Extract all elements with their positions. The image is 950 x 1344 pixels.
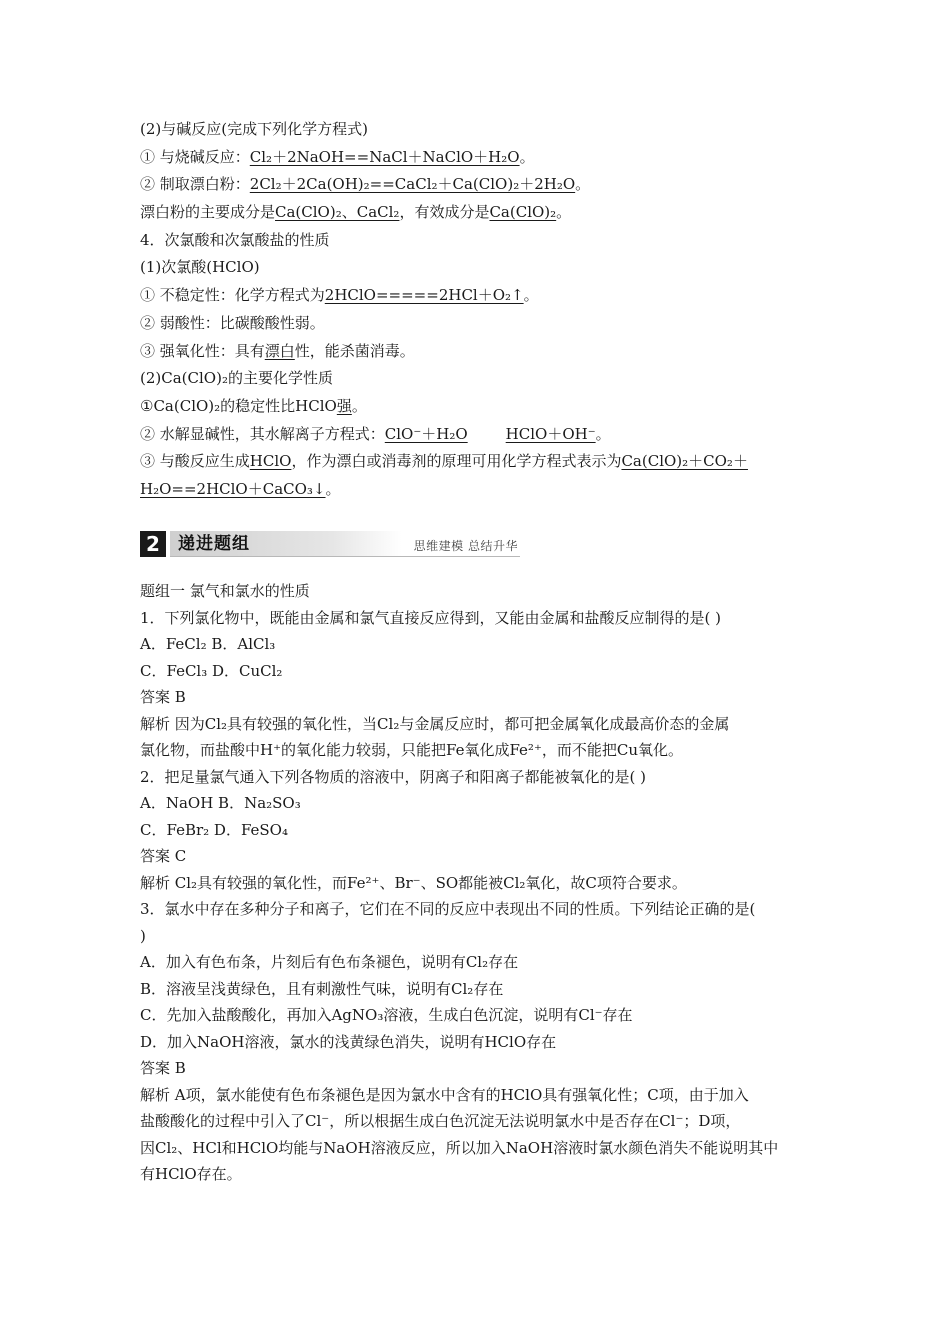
text-span: 。	[325, 479, 341, 498]
question-options: C．FeBr₂ D．FeSO₄	[140, 820, 288, 839]
question-option: D．加入NaOH溶液，氯水的浅黄绿色消失，说明有HClO存在	[140, 1032, 557, 1051]
question-stem-close: )	[140, 926, 146, 945]
text-line	[140, 479, 815, 499]
text-span: ③ 强氧化性：具有	[140, 341, 265, 360]
banner-rule	[170, 556, 520, 557]
question-stem: 3．氯水中存在多种分子和离子，它们在不同的反应中表现出不同的性质。下列结论正确的是(	[140, 900, 756, 918]
text-span: ，作为漂白或消毒剂的原理可用化学方程式表示为	[291, 452, 622, 471]
text-line	[140, 396, 815, 416]
text-line	[140, 174, 815, 194]
text-span: 。	[523, 286, 539, 305]
text-span: ，有效成分是	[399, 203, 490, 222]
text-line	[140, 451, 815, 471]
answer-line: 答案 B	[140, 1059, 186, 1077]
answer-equation	[385, 425, 596, 443]
answer-line: 答案 B	[140, 688, 186, 706]
text-line	[140, 202, 815, 222]
section-slogan: 思维建模 总结升华	[413, 539, 518, 553]
answer-equation: Ca(ClO)₂＋CO₂＋	[621, 452, 748, 471]
text-span: 性，能杀菌消毒。	[294, 341, 415, 360]
text-span: ③ 与酸反应生成	[140, 452, 250, 471]
question-option: C．先加入盐酸酸化，再加入AgNO₃溶液，生成白色沉淀，说明有Cl⁻存在	[140, 1006, 633, 1024]
question-option: B．溶液呈浅黄绿色，且有刺激性气味，说明有Cl₂存在	[140, 979, 504, 998]
text-line	[140, 147, 815, 167]
text-line: ② 弱酸性：比碳酸酸性弱。	[140, 313, 325, 332]
text-span: ② 制取漂白粉：	[140, 175, 250, 194]
text-line	[140, 341, 815, 361]
text-span: 。	[351, 396, 367, 415]
answer-equation: H₂O==2HClO＋CaCO₃↓	[140, 479, 326, 498]
question-options: A．FeCl₂ B．AlCl₃	[140, 635, 276, 653]
answer-blank: Ca(ClO)₂、CaCl₂	[275, 203, 400, 222]
text-line: (2)与碱反应(完成下列化学方程式)	[140, 120, 368, 138]
text-line: (1)次氯酸(HClO)	[140, 258, 260, 277]
question-stem: 1．下列氯化物中，既能由金属和氯气直接反应得到，又能由金属和盐酸反应制得的是( )	[140, 608, 722, 627]
text-span: 。	[575, 175, 591, 194]
section-heading: 4．次氯酸和次氯酸盐的性质	[140, 230, 330, 249]
answer-equation: 2HClO=====2HCl＋O₂↑	[324, 286, 524, 305]
question-option: A．加入有色布条，片刻后有色布条褪色，说明有Cl₂存在	[140, 953, 519, 971]
text-span: 。	[519, 147, 535, 166]
explanation-line: 盐酸酸化的过程中引入了Cl⁻，所以根据生成白色沉淀无法说明氯水中是否存在Cl⁻；D项，	[140, 1112, 741, 1130]
text-line	[140, 285, 815, 305]
explanation-line: 有HClO存在。	[140, 1165, 242, 1183]
section-number: 2	[140, 531, 166, 557]
answer-line: 答案 C	[140, 847, 187, 865]
text-line	[140, 424, 815, 444]
equation-left: ClO⁻＋H₂O	[384, 424, 468, 443]
explanation-line: 氯化物，而盐酸中H⁺的氧化能力较弱，只能把Fe氧化成Fe²⁺，而不能把Cu氧化。	[140, 741, 683, 759]
answer-equation: 2Cl₂＋2Ca(OH)₂==CaCl₂＋Ca(ClO)₂＋2H₂O	[249, 175, 576, 194]
explanation-line: 因Cl₂、HCl和HClO均能与NaOH溶液反应，所以加入NaOH溶液时氯水颜色消失不能说明其中	[140, 1138, 779, 1157]
question-stem: 2．把足量氯气通入下列各物质的溶液中，阴离子和阳离子都能被氧化的是( )	[140, 767, 647, 786]
reaction-notes	[140, 119, 815, 507]
answer-blank: Ca(ClO)₂	[489, 203, 557, 222]
text-span: ② 水解显碱性，其水解离子方程式：	[140, 424, 385, 443]
group-heading: 题组一 氯气和氯水的性质	[140, 582, 310, 600]
text-span: ①Ca(ClO)₂的稳定性比HClO	[140, 396, 337, 415]
text-span: 漂白粉的主要成分是	[140, 203, 276, 222]
text-span: ① 不稳定性：化学方程式为	[140, 286, 325, 305]
question-options: C．FeCl₃ D．CuCl₂	[140, 661, 283, 680]
question-options: A．NaOH B．Na₂SO₃	[140, 794, 301, 812]
answer-blank: 强	[336, 396, 352, 415]
text-span: 。	[556, 203, 572, 222]
text-line: (2)Ca(ClO)₂的主要化学性质	[140, 369, 333, 388]
text-span: 。	[595, 424, 611, 443]
explanation-line: 解析 A项，氯水能使有色布条褪色是因为氯水中含有的HClO具有强氧化性；C项，由于加入	[140, 1085, 749, 1104]
explanation-line: 解析 因为Cl₂具有较强的氧化性，当Cl₂与金属反应时，都可把金属氧化成最高价态的金属	[140, 714, 730, 733]
answer-blank: HClO	[249, 452, 292, 471]
section-title: 递进题组	[178, 534, 250, 554]
equation-right: HClO＋OH⁻	[505, 424, 596, 443]
answer-equation: Cl₂＋2NaOH==NaCl＋NaClO＋H₂O	[249, 147, 520, 166]
explanation-line: 解析 Cl₂具有较强的氧化性，而Fe²⁺、Br⁻、SO都能被Cl₂氧化，故C项符合要求。	[140, 873, 687, 892]
section-banner	[140, 531, 520, 557]
question-section	[140, 581, 815, 1191]
answer-blank: 漂白	[264, 341, 295, 360]
text-span: ① 与烧碱反应：	[140, 147, 250, 166]
